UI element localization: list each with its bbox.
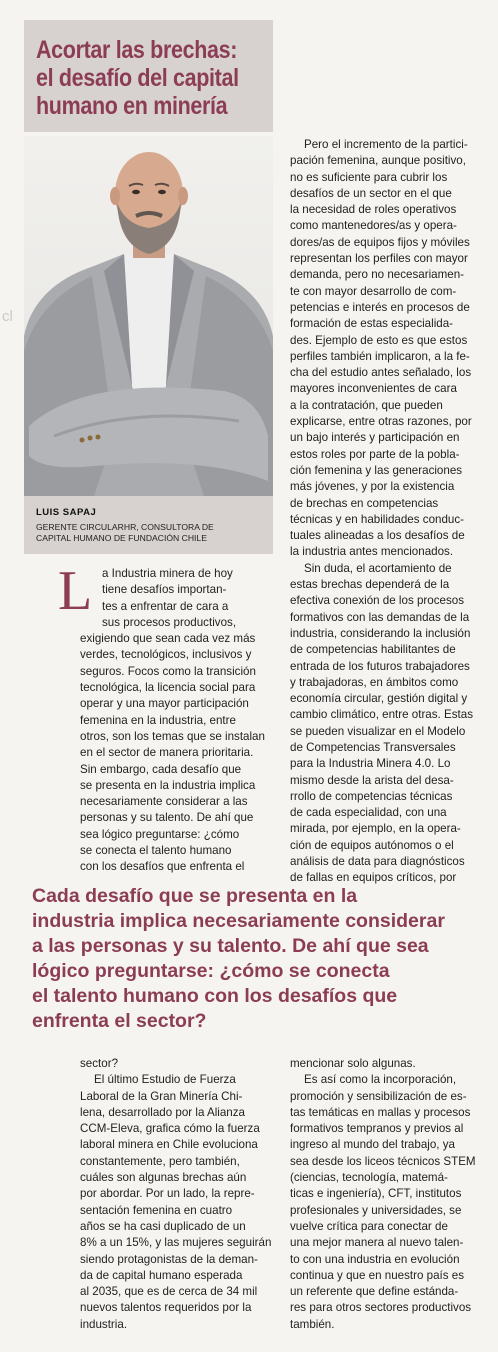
- body-line: más jóvenes, y por la existencia: [290, 480, 455, 494]
- body-line: Sin embargo, cada desafío que: [80, 762, 242, 776]
- body-line: tes a enfrentar de cara a: [102, 599, 229, 613]
- body-line: personas y su talento. De ahí que: [80, 811, 254, 825]
- body-line: de fallas en equipos críticos, por: [290, 871, 457, 885]
- body-line: técnicas y en habilidades conduc-: [290, 512, 465, 526]
- body-column-right-top: [290, 137, 486, 887]
- body-line: necesariamente considerar a las: [80, 795, 248, 809]
- body-line: operar y una mayor participación: [80, 697, 249, 711]
- pull-quote-line: industria implica necesariamente considerar: [32, 910, 445, 932]
- body-line: mismo desde la arista del desa-: [290, 773, 454, 787]
- body-line: nuevos talentos requeridos por la: [80, 1301, 252, 1315]
- body-line: la necesidad de roles operativos: [290, 203, 457, 217]
- body-line: un bajo interés y participación en: [290, 431, 460, 445]
- body-line: efectiva conexión de los procesos: [290, 594, 465, 608]
- body-line: se presenta en la industria implica: [80, 778, 256, 792]
- body-line: sector?: [80, 1057, 119, 1070]
- body-line: sea desde los liceos técnicos STEM: [290, 1154, 476, 1168]
- body-line: mencionar solo algunas.: [290, 1057, 416, 1070]
- body-line: industria, considerando la inclusión: [290, 626, 471, 640]
- intro-paragraph: [58, 560, 280, 631]
- body-line: a la contratación, que pueden: [290, 398, 443, 412]
- author-portrait: [24, 136, 273, 496]
- body-line: formativos tempranos y previos al: [290, 1122, 464, 1136]
- body-line: te con mayor desarrollo de com-: [290, 284, 457, 298]
- body-line: res para otros sectores productivos: [290, 1301, 472, 1315]
- body-line: economía circular, gestión digital y: [290, 692, 468, 706]
- body-line: de Competencias Transversales: [290, 740, 456, 754]
- body-line: ción femenina y las generaciones: [290, 463, 463, 477]
- author-role-line: GERENTE CIRCULARHR, CONSULTORA DE: [36, 522, 214, 532]
- title-line: Acortar las brechas:: [36, 36, 238, 64]
- author-name: LUIS SAPAJ: [36, 507, 97, 518]
- body-line: CCM-Eleva, grafica cómo la fuerza: [80, 1122, 260, 1136]
- body-line: ticas e ingeniería), CFT, institutos: [290, 1187, 462, 1201]
- body-line: profesionales y universidades, se: [290, 1203, 462, 1217]
- body-line: Sin duda, el acortamiento de: [304, 561, 452, 575]
- author-role-line: CAPITAL HUMANO DE FUNDACIÓN CHILE: [36, 532, 207, 543]
- body-line: Pero el incremento de la partici-: [304, 138, 468, 151]
- body-line: con los desafíos que enfrenta el: [80, 860, 245, 874]
- pull-quote-line: Cada desafío que se presenta en la: [32, 885, 358, 907]
- body-line: tecnológica, la licencia social para: [80, 681, 256, 695]
- body-line: petencias e interés en procesos de: [290, 300, 470, 314]
- body-line: cambio climático, entre otras. Estas: [290, 708, 473, 722]
- body-line: siendo protagonistas de la deman-: [80, 1252, 258, 1266]
- pull-quote: [32, 884, 492, 1034]
- body-line: tuales alineadas a los desafíos de: [290, 529, 465, 543]
- body-line: entrada de los futuros trabajadores: [290, 659, 470, 673]
- pull-quote-line: lógico preguntarse: ¿cómo se conecta: [32, 960, 390, 982]
- body-line: de cada especialidad, con una: [290, 806, 447, 820]
- body-column-right-bottom: [290, 1056, 486, 1333]
- body-line: por abordar. Por un lado, la repre-: [80, 1187, 255, 1201]
- body-line: una mejor manera al nuevo talen-: [290, 1236, 464, 1250]
- body-line: rrollo de competencias técnicas: [290, 789, 453, 803]
- body-line: estos roles por parte de la pobla-: [290, 447, 460, 461]
- body-line: y trabajadoras, en ámbitos como: [290, 675, 459, 689]
- body-line: El último Estudio de Fuerza: [94, 1073, 236, 1087]
- body-line: formativos con las demandas de la: [290, 610, 470, 624]
- pull-quote-line: enfrenta el sector?: [32, 1010, 207, 1032]
- body-line: 8% a un 15%, y las mujeres seguirán: [80, 1236, 272, 1250]
- body-line: también.: [290, 1317, 335, 1331]
- body-line: no es suficiente para cubrir los: [290, 170, 448, 184]
- pull-quote-line: el talento humano con los desafíos que: [32, 985, 398, 1007]
- body-line: to con una industria en evolución: [290, 1252, 460, 1266]
- body-line: un referente que define estánda-: [290, 1285, 459, 1299]
- body-line: se pueden visualizar en el Modelo: [290, 724, 466, 738]
- body-line: cha del estudio antes señalado, los: [290, 366, 472, 380]
- edge-fragment-text: cl: [2, 308, 13, 325]
- body-line: pación femenina, aunque positivo,: [290, 154, 466, 168]
- body-line: da de capital humano esperada: [80, 1268, 243, 1282]
- body-line: demanda, pero no necesariamen-: [290, 268, 465, 282]
- body-line: sea lógico preguntarse: ¿cómo: [80, 827, 240, 841]
- body-line: estas brechas dependerá de la: [290, 578, 450, 592]
- body-line: Laboral de la Gran Minería Chi-: [80, 1089, 243, 1103]
- body-line: se conecta el talento humano: [80, 844, 232, 858]
- body-line: de competencias habilitantes de: [290, 643, 456, 657]
- body-line: desafíos de un sector en el que: [290, 186, 452, 200]
- body-line: al 2035, que es de cerca de 34 mil: [80, 1285, 258, 1299]
- body-line: Es así como la incorporación,: [304, 1073, 457, 1087]
- body-line: cuáles son algunas brechas aún: [80, 1171, 247, 1185]
- body-line: como mantenedores/as y opera-: [290, 219, 457, 233]
- pull-quote-line: a las personas y su talento. De ahí que sea: [32, 935, 429, 957]
- body-line: para la Industria Minera 4.0. Lo: [290, 757, 451, 771]
- title-box: [24, 20, 273, 132]
- body-line: representan los perfiles con mayor: [290, 252, 468, 266]
- title-line: humano en minería: [36, 92, 228, 120]
- body-line: la industria antes mencionados.: [290, 545, 454, 559]
- body-line: laboral minera en Chile evoluciona: [80, 1138, 258, 1152]
- body-line: continua y que en nuestro país es: [290, 1268, 465, 1282]
- title-line: el desafío del capital: [36, 64, 239, 92]
- body-line: otros, son los temas que se instalan: [80, 729, 265, 743]
- body-line: tas temáticas en mallas y procesos: [290, 1105, 471, 1119]
- body-line: industria.: [80, 1317, 128, 1331]
- article-title: [36, 36, 268, 120]
- body-line: a Industria minera de hoy: [102, 567, 233, 580]
- body-line: femenina en la industria, entre: [80, 713, 236, 727]
- body-line: en el sector de manera prioritaria.: [80, 746, 254, 760]
- body-line: dores/as de equipos fijos y móviles: [290, 235, 470, 249]
- body-line: des. Ejemplo de esto es que estos: [290, 333, 468, 347]
- body-line: análisis de data para diagnósticos: [290, 855, 465, 869]
- body-line: de brechas en competencias: [290, 496, 439, 510]
- body-line: constantemente, pero también,: [80, 1154, 240, 1168]
- body-line: lena, desarrollado por la Alianza: [80, 1105, 245, 1119]
- body-line: ción de equipos autónomos o el: [290, 838, 454, 852]
- body-line: sus procesos productivos,: [102, 615, 237, 629]
- body-line: perfiles también implicaron, a la fe-: [290, 349, 470, 363]
- body-line: promoción y sensibilización de es-: [290, 1089, 467, 1103]
- body-line: seguros. Focos como la transición: [80, 664, 256, 678]
- author-role: [36, 522, 263, 543]
- drop-cap: L: [58, 560, 93, 622]
- body-line: formación de estas especialida-: [290, 317, 454, 331]
- body-line: explicarse, entre otras razones, por: [290, 415, 472, 429]
- body-line: años se ha casi duplicado de un: [80, 1219, 246, 1233]
- body-line: sentación femenina en cuatro: [80, 1203, 233, 1217]
- body-line: mayores inconvenientes de cara: [290, 382, 457, 396]
- body-line: ingreso al mundo del trabajo, ya: [290, 1138, 455, 1152]
- body-column-left-bottom: [80, 1056, 280, 1333]
- body-line: vuelve crítica para conectar de: [290, 1219, 448, 1233]
- body-line: verdes, tecnológicos, inclusivos y: [80, 648, 252, 662]
- portrait-caption: [24, 496, 273, 554]
- body-column-left-mid: [58, 560, 280, 876]
- body-line: mirada, por ejemplo, en la opera-: [290, 822, 461, 836]
- body-line: (ciencias, tecnología, matemá-: [290, 1171, 448, 1185]
- body-line: tiene desafíos importan-: [102, 583, 227, 597]
- body-line: exigiendo que sean cada vez más: [80, 632, 256, 646]
